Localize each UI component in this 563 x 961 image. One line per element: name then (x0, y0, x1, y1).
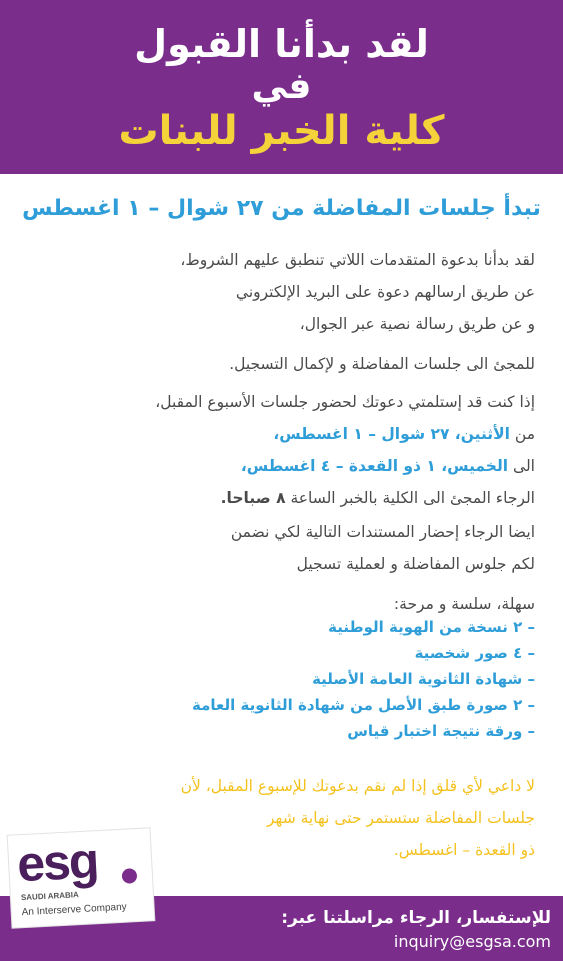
requirements-list (15, 614, 535, 744)
documents-intro (15, 516, 535, 620)
contact-label: للإستفسار، الرجاء مراسلتنا عبر: (281, 908, 551, 928)
notice-line: جلسات المفاضلة ستستمر حتى نهاية شهر (267, 809, 535, 827)
intro-line: للمجئ الى جلسات المفاضلة و لإكمال التسجيل. (229, 355, 535, 373)
list-item: – ورقة نتيجة اختبار قياس (347, 722, 535, 740)
logo-wordmark: esg (15, 832, 99, 893)
invite-date-start: الأثنين، ٢٧ شوال – ١ اغسطس، (273, 425, 510, 443)
documents-intro-line: سهلة، سلسة و مرحة: (393, 595, 535, 613)
logo-tagline: An Interserve Company (21, 901, 127, 919)
documents-intro-line: لكم جلوس المفاضلة و لعملية تسجيل (296, 555, 535, 573)
headline-line-3: كلية الخبر للبنات (118, 108, 445, 154)
logo-dot-icon (122, 868, 138, 884)
intro-line: لقد بدأنا بدعوة المتقدمات اللاتي تنطبق عليهم الشروط، (180, 251, 535, 269)
invite-line-4 (15, 482, 535, 514)
notice-line: ذو القعدة – اغسطس. (393, 841, 535, 859)
intro-paragraph (15, 244, 535, 380)
intro-line: عن طريق ارسالهم دعوة على البريد الإلكتروني (235, 283, 535, 301)
invite-prefix: من (509, 425, 535, 443)
list-item: – ٢ صورة طبق الأصل من شهادة الثانوية العامة (192, 696, 535, 714)
invite-date-end: الخميس، ١ ذو القعدة – ٤ اغسطس، (240, 457, 509, 475)
list-item: – ٤ صور شخصية (414, 644, 535, 662)
invite-line-3 (15, 450, 535, 482)
invite-prefix: الى (508, 457, 535, 475)
headline-line-2: في (251, 66, 312, 107)
subtitle: تبدأ جلسات المفاضلة من ٢٧ شوال – ١ اغسطس (22, 196, 541, 221)
contact-email-link[interactable]: inquiry@esgsa.com (393, 932, 551, 951)
invite-paragraph (15, 386, 535, 514)
list-item: – ٢ نسخة من الهوية الوطنية (328, 618, 535, 636)
documents-intro-line: ايضا الرجاء إحضار المستندات التالية لكي نضمن (230, 523, 535, 541)
notice-line: لا داعي لأي قلق إذا لم نقم بدعوتك للإسبوع المقبل، لأن (180, 777, 535, 795)
list-item: – شهادة الثانوية العامة الأصلية (312, 670, 535, 688)
headline-line-1: لقد بدأنا القبول (134, 22, 429, 66)
invite-time: ٨ صباحا. (220, 489, 286, 507)
esg-logo (8, 828, 155, 927)
invite-prefix: الرجاء المجئ الى الكلية بالخبر الساعة (285, 489, 535, 507)
intro-line: و عن طريق رسالة نصية عبر الجوال، (299, 315, 535, 333)
invite-line-1: إذا كنت قد إستلمتي دعوتك لحضور جلسات الأسبوع المقبل، (155, 393, 535, 411)
logo-region: SAUDI ARABIA (20, 890, 80, 903)
invite-line-2 (15, 418, 535, 450)
